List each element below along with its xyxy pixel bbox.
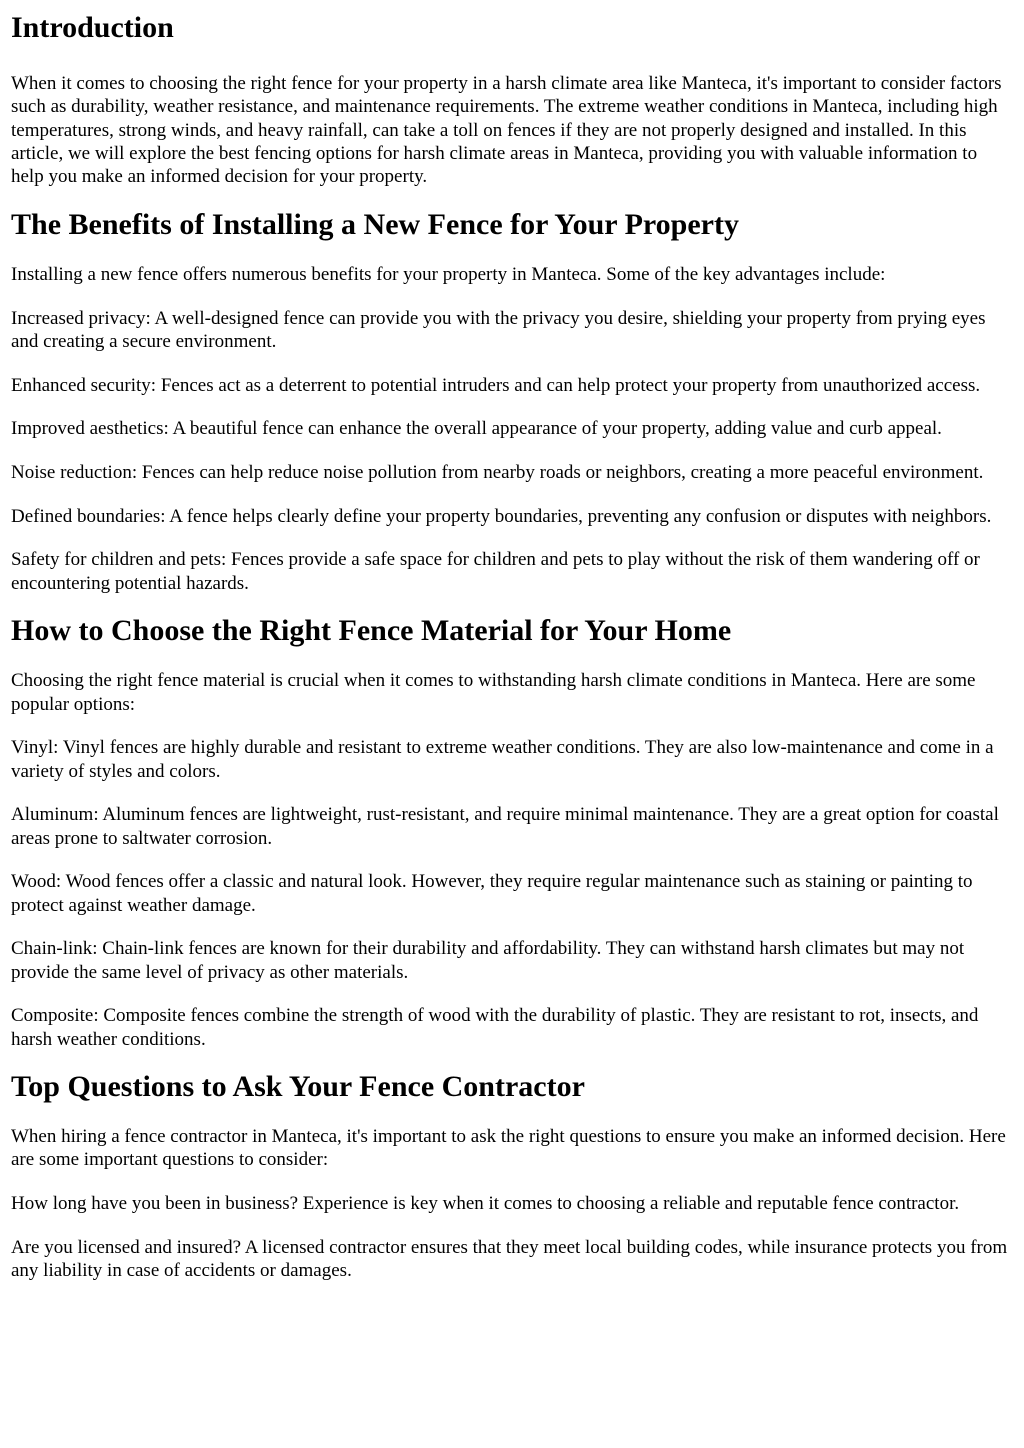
section-choose-material xyxy=(11,615,1013,1051)
paragraph: Safety for children and pets: Fences provide a safe space for children and pets to play without the risk of them wandering off or encountering potential hazards. xyxy=(11,549,980,594)
section-contractor-questions xyxy=(11,1071,1013,1282)
paragraph: Installing a new fence offers numerous benefits for your property in Manteca. Some of the key advantages include: xyxy=(11,263,886,285)
paragraph: When it comes to choosing the right fence for your property in a harsh climate area like Manteca, it's important to consider factors such as durability, weather resistance, and maintenance requirements. The extreme weather conditions in Manteca, including high temperatures, strong winds, and heavy rainfall, can take a toll on fences if they are not properly designed and installed. In this article, we will explore the best fencing options for harsh climate areas in Manteca, providing you with valuable information to help you make an informed decision for your property. xyxy=(11,73,1002,188)
paragraph: Improved aesthetics: A beautiful fence can enhance the overall appearance of your property, adding value and curb appeal. xyxy=(11,418,942,440)
section-heading: Introduction xyxy=(11,11,174,44)
paragraph: Increased privacy: A well-designed fence can provide you with the privacy you desire, shielding your property from prying eyes and creating a secure environment. xyxy=(11,307,986,352)
paragraph: When hiring a fence contractor in Manteca, it's important to ask the right questions to ensure you make an informed decision. Here are some important questions to consider: xyxy=(11,1126,1006,1171)
paragraph: Are you licensed and insured? A licensed contractor ensures that they meet local building codes, while insurance protects you from any liability in case of accidents or damages. xyxy=(11,1236,1008,1282)
paragraph: Composite: Composite fences combine the strength of wood with the durability of plastic. They are resistant to rot, insects, and harsh weather conditions. xyxy=(11,1005,979,1050)
paragraph: Wood: Wood fences offer a classic and natural look. However, they require regular maintenance such as staining or painting to protect against weather damage. xyxy=(11,871,973,916)
paragraph: Defined boundaries: A fence helps clearly define your property boundaries, preventing any confusion or disputes with neighbors. xyxy=(11,505,992,527)
paragraph: Choosing the right fence material is crucial when it comes to withstanding harsh climate conditions in Manteca. Here are some popular options: xyxy=(11,670,976,715)
paragraph: Vinyl: Vinyl fences are highly durable and resistant to extreme weather conditions. They are also low-maintenance and come in a variety of styles and colors. xyxy=(11,737,994,782)
section-introduction xyxy=(11,0,1013,188)
paragraph: Aluminum: Aluminum fences are lightweight, rust-resistant, and require minimal maintenance. They are a great option for coastal areas prone to saltwater corrosion. xyxy=(11,804,999,849)
section-benefits xyxy=(11,209,1013,595)
section-heading: How to Choose the Right Fence Material for Your Home xyxy=(11,614,732,648)
paragraph: Noise reduction: Fences can help reduce noise pollution from nearby roads or neighbors, creating a more peaceful environment. xyxy=(11,461,984,483)
section-heading: The Benefits of Installing a New Fence for Your Property xyxy=(11,207,739,241)
paragraph: Chain-link: Chain-link fences are known for their durability and affordability. They can withstand harsh climates but may not provide the same level of privacy as other materials. xyxy=(11,938,965,983)
section-heading: Top Questions to Ask Your Fence Contractor xyxy=(11,1070,585,1104)
paragraph: How long have you been in business? Experience is key when it comes to choosing a reliable and reputable fence contractor. xyxy=(11,1193,960,1215)
paragraph: Enhanced security: Fences act as a deterrent to potential intruders and can help protect your property from unauthorized access. xyxy=(11,374,981,396)
